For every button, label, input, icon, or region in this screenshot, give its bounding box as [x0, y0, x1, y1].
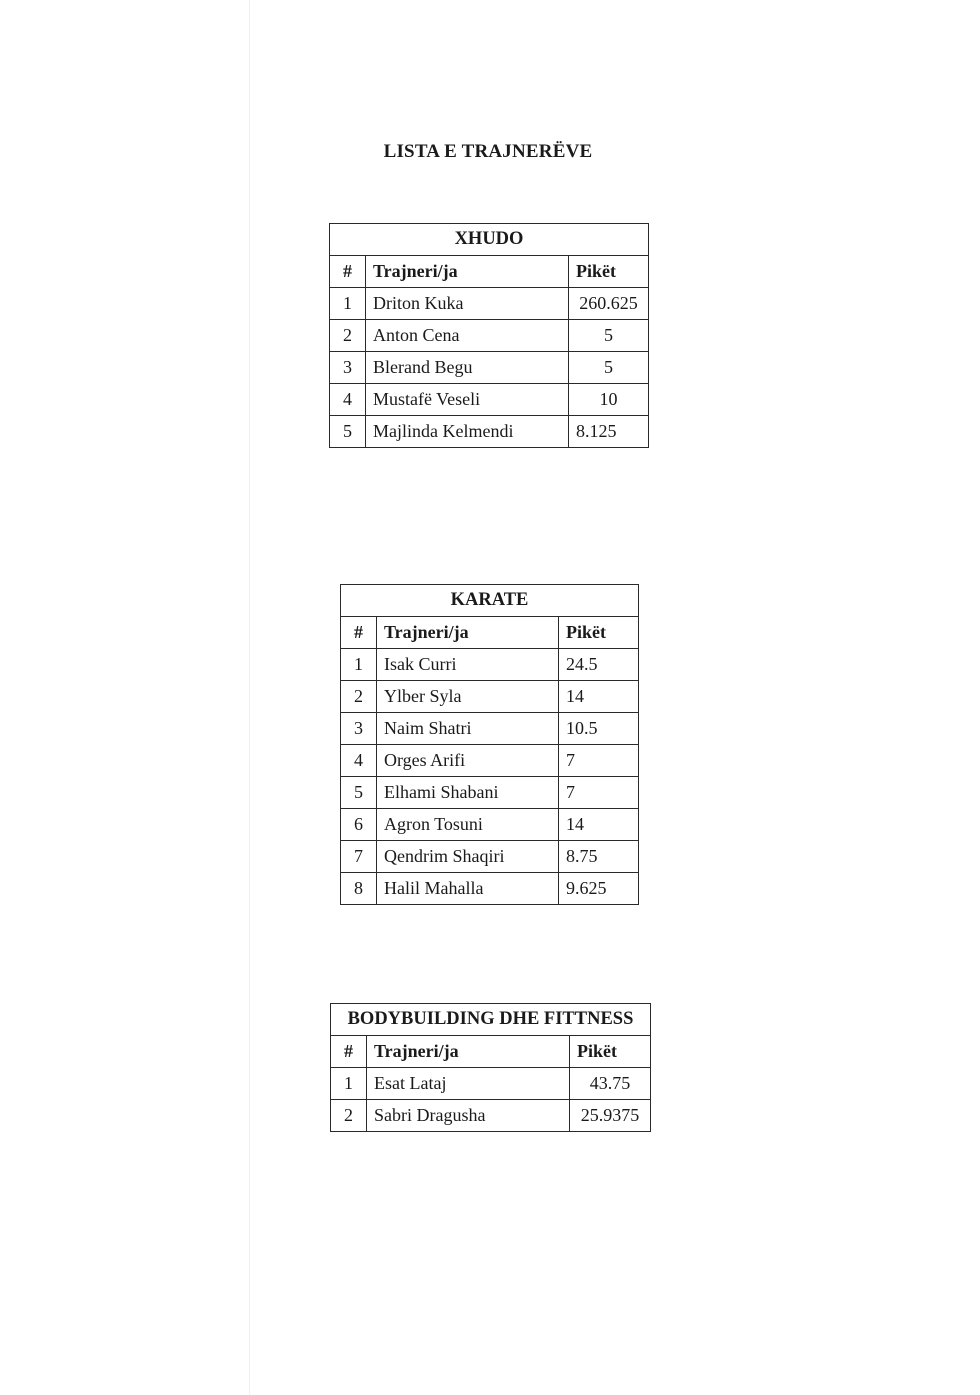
table-title-row	[341, 585, 639, 617]
header-trainer: Trajneri/ja	[367, 1036, 570, 1068]
table-header-row	[331, 1036, 651, 1068]
row-points: 14	[559, 681, 639, 713]
row-num: 3	[341, 713, 377, 745]
row-num: 2	[341, 681, 377, 713]
table-row	[341, 841, 639, 873]
table-header-row	[341, 617, 639, 649]
table-title-row	[331, 1004, 651, 1036]
row-points: 10.5	[559, 713, 639, 745]
row-trainer: Sabri Dragusha	[367, 1100, 570, 1132]
row-num: 6	[341, 809, 377, 841]
xhudo-table	[329, 223, 649, 448]
table-row	[341, 777, 639, 809]
row-num: 5	[330, 416, 366, 448]
row-num: 4	[330, 384, 366, 416]
row-points: 7	[559, 777, 639, 809]
table-row	[331, 1100, 651, 1132]
section-title: KARATE	[341, 585, 639, 617]
row-trainer: Ylber Syla	[377, 681, 559, 713]
row-trainer: Agron Tosuni	[377, 809, 559, 841]
header-points: Pikët	[570, 1036, 651, 1068]
table-row	[341, 809, 639, 841]
row-trainer: Halil Mahalla	[377, 873, 559, 905]
header-points: Pikët	[559, 617, 639, 649]
row-num: 3	[330, 352, 366, 384]
document-title: LISTA E TRAJNERËVE	[383, 141, 593, 162]
table-row	[341, 745, 639, 777]
row-points: 260.625	[569, 288, 649, 320]
row-num: 5	[341, 777, 377, 809]
row-trainer: Majlinda Kelmendi	[366, 416, 569, 448]
page-fold-line	[249, 0, 250, 1395]
row-points: 5	[569, 320, 649, 352]
row-trainer: Esat Lataj	[367, 1068, 570, 1100]
header-num: #	[330, 256, 366, 288]
row-trainer: Elhami Shabani	[377, 777, 559, 809]
table-row	[341, 713, 639, 745]
row-trainer: Qendrim Shaqiri	[377, 841, 559, 873]
bodybuilding-table	[330, 1003, 651, 1132]
row-trainer: Isak Curri	[377, 649, 559, 681]
row-trainer: Orges Arifi	[377, 745, 559, 777]
table-header-row	[330, 256, 649, 288]
row-num: 7	[341, 841, 377, 873]
table-row	[330, 384, 649, 416]
row-num: 2	[331, 1100, 367, 1132]
row-points: 8.125	[569, 416, 649, 448]
row-points: 5	[569, 352, 649, 384]
section-title: XHUDO	[330, 224, 649, 256]
header-trainer: Trajneri/ja	[366, 256, 569, 288]
row-trainer: Driton Kuka	[366, 288, 569, 320]
row-points: 43.75	[570, 1068, 651, 1100]
row-points: 14	[559, 809, 639, 841]
row-points: 25.9375	[570, 1100, 651, 1132]
karate-table	[340, 584, 639, 905]
row-num: 8	[341, 873, 377, 905]
table-row	[341, 873, 639, 905]
row-num: 1	[330, 288, 366, 320]
row-num: 1	[331, 1068, 367, 1100]
table-row	[330, 416, 649, 448]
row-points: 10	[569, 384, 649, 416]
row-num: 4	[341, 745, 377, 777]
table-row	[330, 352, 649, 384]
header-num: #	[341, 617, 377, 649]
header-points: Pikët	[569, 256, 649, 288]
table-row	[341, 649, 639, 681]
header-num: #	[331, 1036, 367, 1068]
row-trainer: Mustafë Veseli	[366, 384, 569, 416]
table-row	[331, 1068, 651, 1100]
table-row	[341, 681, 639, 713]
section-title: BODYBUILDING DHE FITTNESS	[331, 1004, 651, 1036]
table-row	[330, 320, 649, 352]
row-trainer: Naim Shatri	[377, 713, 559, 745]
row-num: 1	[341, 649, 377, 681]
row-trainer: Anton Cena	[366, 320, 569, 352]
header-trainer: Trajneri/ja	[377, 617, 559, 649]
row-points: 8.75	[559, 841, 639, 873]
row-points: 7	[559, 745, 639, 777]
row-points: 9.625	[559, 873, 639, 905]
table-title-row	[330, 224, 649, 256]
table-row	[330, 288, 649, 320]
row-trainer: Blerand Begu	[366, 352, 569, 384]
row-num: 2	[330, 320, 366, 352]
row-points: 24.5	[559, 649, 639, 681]
